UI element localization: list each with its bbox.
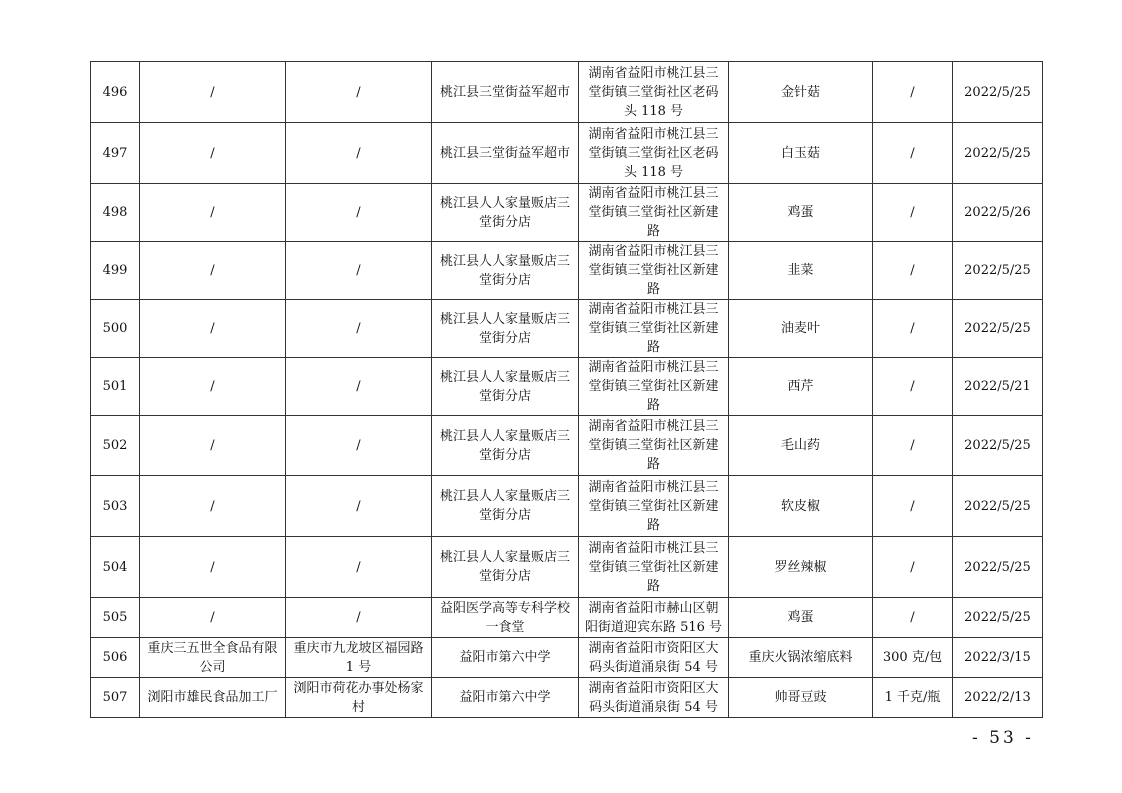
cell-product-name: 韭菜: [729, 242, 873, 300]
cell-product-name: 鸡蛋: [729, 598, 873, 638]
cell-producer-address: /: [286, 358, 432, 416]
cell-date: 2022/5/25: [953, 598, 1043, 638]
cell-date: 2022/5/25: [953, 416, 1043, 476]
cell-specification: 300 克/包: [873, 638, 953, 678]
cell-producer: /: [140, 598, 286, 638]
cell-specification: /: [873, 476, 953, 537]
cell-seller-address: 湖南省益阳市资阳区大码头街道涌泉街 54 号: [579, 638, 729, 678]
table-row: [91, 300, 1043, 358]
cell-producer-address: /: [286, 62, 432, 123]
cell-date: 2022/5/25: [953, 476, 1043, 537]
cell-seller-address: 湖南省益阳市桃江县三堂街镇三堂街社区新建路: [579, 358, 729, 416]
table-row: [91, 537, 1043, 598]
cell-seller-address: 湖南省益阳市桃江县三堂街镇三堂街社区新建路: [579, 184, 729, 242]
cell-seller: 益阳医学高等专科学校一食堂: [432, 598, 579, 638]
cell-producer-address: 重庆市九龙坡区福园路 1 号: [286, 638, 432, 678]
cell-serial-number: 505: [91, 598, 140, 638]
cell-producer: /: [140, 184, 286, 242]
cell-producer: 浏阳市雄民食品加工厂: [140, 678, 286, 718]
cell-seller-address: 湖南省益阳市赫山区朝阳街道迎宾东路 516 号: [579, 598, 729, 638]
cell-specification: /: [873, 62, 953, 123]
cell-seller: 桃江县人人家量贩店三堂街分店: [432, 300, 579, 358]
table-row: [91, 678, 1043, 718]
cell-producer-address: /: [286, 242, 432, 300]
table-row: [91, 123, 1043, 184]
cell-seller: 桃江县人人家量贩店三堂街分店: [432, 358, 579, 416]
cell-product-name: 软皮椒: [729, 476, 873, 537]
cell-producer: /: [140, 300, 286, 358]
cell-date: 2022/5/25: [953, 62, 1043, 123]
cell-date: 2022/5/25: [953, 123, 1043, 184]
cell-specification: /: [873, 358, 953, 416]
cell-producer-address: /: [286, 123, 432, 184]
cell-producer: /: [140, 242, 286, 300]
cell-serial-number: 499: [91, 242, 140, 300]
cell-producer: /: [140, 62, 286, 123]
cell-producer: /: [140, 537, 286, 598]
cell-specification: /: [873, 123, 953, 184]
cell-date: 2022/5/21: [953, 358, 1043, 416]
cell-producer-address: /: [286, 598, 432, 638]
cell-producer: /: [140, 416, 286, 476]
table-row: [91, 62, 1043, 123]
cell-date: 2022/5/25: [953, 242, 1043, 300]
cell-product-name: 白玉菇: [729, 123, 873, 184]
cell-producer: /: [140, 476, 286, 537]
cell-producer-address: /: [286, 537, 432, 598]
cell-serial-number: 503: [91, 476, 140, 537]
cell-specification: /: [873, 598, 953, 638]
cell-seller-address: 湖南省益阳市桃江县三堂街镇三堂街社区新建路: [579, 537, 729, 598]
cell-serial-number: 501: [91, 358, 140, 416]
cell-seller-address: 湖南省益阳市资阳区大码头街道涌泉街 54 号: [579, 678, 729, 718]
cell-seller-address: 湖南省益阳市桃江县三堂街镇三堂街社区新建路: [579, 242, 729, 300]
cell-seller: 桃江县人人家量贩店三堂街分店: [432, 476, 579, 537]
cell-date: 2022/2/13: [953, 678, 1043, 718]
cell-serial-number: 506: [91, 638, 140, 678]
cell-date: 2022/5/26: [953, 184, 1043, 242]
cell-serial-number: 496: [91, 62, 140, 123]
cell-seller: 桃江县三堂街益军超市: [432, 62, 579, 123]
cell-seller: 桃江县人人家量贩店三堂街分店: [432, 242, 579, 300]
sampling-records-table: [90, 61, 1043, 718]
cell-date: 2022/5/25: [953, 300, 1043, 358]
cell-seller-address: 湖南省益阳市桃江县三堂街镇三堂街社区新建路: [579, 476, 729, 537]
table-row: [91, 358, 1043, 416]
cell-seller: 益阳市第六中学: [432, 678, 579, 718]
table-row: [91, 242, 1043, 300]
cell-product-name: 油麦叶: [729, 300, 873, 358]
cell-serial-number: 507: [91, 678, 140, 718]
cell-producer-address: /: [286, 184, 432, 242]
cell-serial-number: 498: [91, 184, 140, 242]
table-row: [91, 598, 1043, 638]
cell-specification: /: [873, 184, 953, 242]
cell-producer-address: /: [286, 416, 432, 476]
table-row: [91, 476, 1043, 537]
cell-date: 2022/5/25: [953, 537, 1043, 598]
cell-specification: /: [873, 416, 953, 476]
cell-seller: 桃江县人人家量贩店三堂街分店: [432, 416, 579, 476]
cell-seller-address: 湖南省益阳市桃江县三堂街镇三堂街社区老码头 118 号: [579, 123, 729, 184]
document-page: [90, 61, 1042, 718]
cell-product-name: 帅哥豆豉: [729, 678, 873, 718]
cell-producer: /: [140, 123, 286, 184]
cell-seller: 桃江县人人家量贩店三堂街分店: [432, 537, 579, 598]
cell-specification: /: [873, 300, 953, 358]
table-row: [91, 638, 1043, 678]
cell-producer: 重庆三五世全食品有限公司: [140, 638, 286, 678]
cell-specification: 1 千克/瓶: [873, 678, 953, 718]
table-row: [91, 184, 1043, 242]
cell-serial-number: 500: [91, 300, 140, 358]
cell-producer: /: [140, 358, 286, 416]
cell-serial-number: 502: [91, 416, 140, 476]
cell-serial-number: 504: [91, 537, 140, 598]
cell-product-name: 西芹: [729, 358, 873, 416]
cell-product-name: 毛山药: [729, 416, 873, 476]
page-number: - 53 -: [972, 728, 1034, 748]
cell-specification: /: [873, 242, 953, 300]
table-body: [91, 62, 1043, 718]
cell-serial-number: 497: [91, 123, 140, 184]
table-row: [91, 416, 1043, 476]
cell-specification: /: [873, 537, 953, 598]
cell-date: 2022/3/15: [953, 638, 1043, 678]
cell-seller: 桃江县人人家量贩店三堂街分店: [432, 184, 579, 242]
cell-seller: 桃江县三堂街益军超市: [432, 123, 579, 184]
cell-seller-address: 湖南省益阳市桃江县三堂街镇三堂街社区老码头 118 号: [579, 62, 729, 123]
cell-product-name: 罗丝辣椒: [729, 537, 873, 598]
cell-product-name: 重庆火锅浓缩底料: [729, 638, 873, 678]
cell-seller-address: 湖南省益阳市桃江县三堂街镇三堂街社区新建路: [579, 416, 729, 476]
cell-producer-address: /: [286, 300, 432, 358]
cell-product-name: 金针菇: [729, 62, 873, 123]
cell-product-name: 鸡蛋: [729, 184, 873, 242]
cell-seller-address: 湖南省益阳市桃江县三堂街镇三堂街社区新建路: [579, 300, 729, 358]
cell-producer-address: 浏阳市荷花办事处杨家村: [286, 678, 432, 718]
cell-seller: 益阳市第六中学: [432, 638, 579, 678]
cell-producer-address: /: [286, 476, 432, 537]
